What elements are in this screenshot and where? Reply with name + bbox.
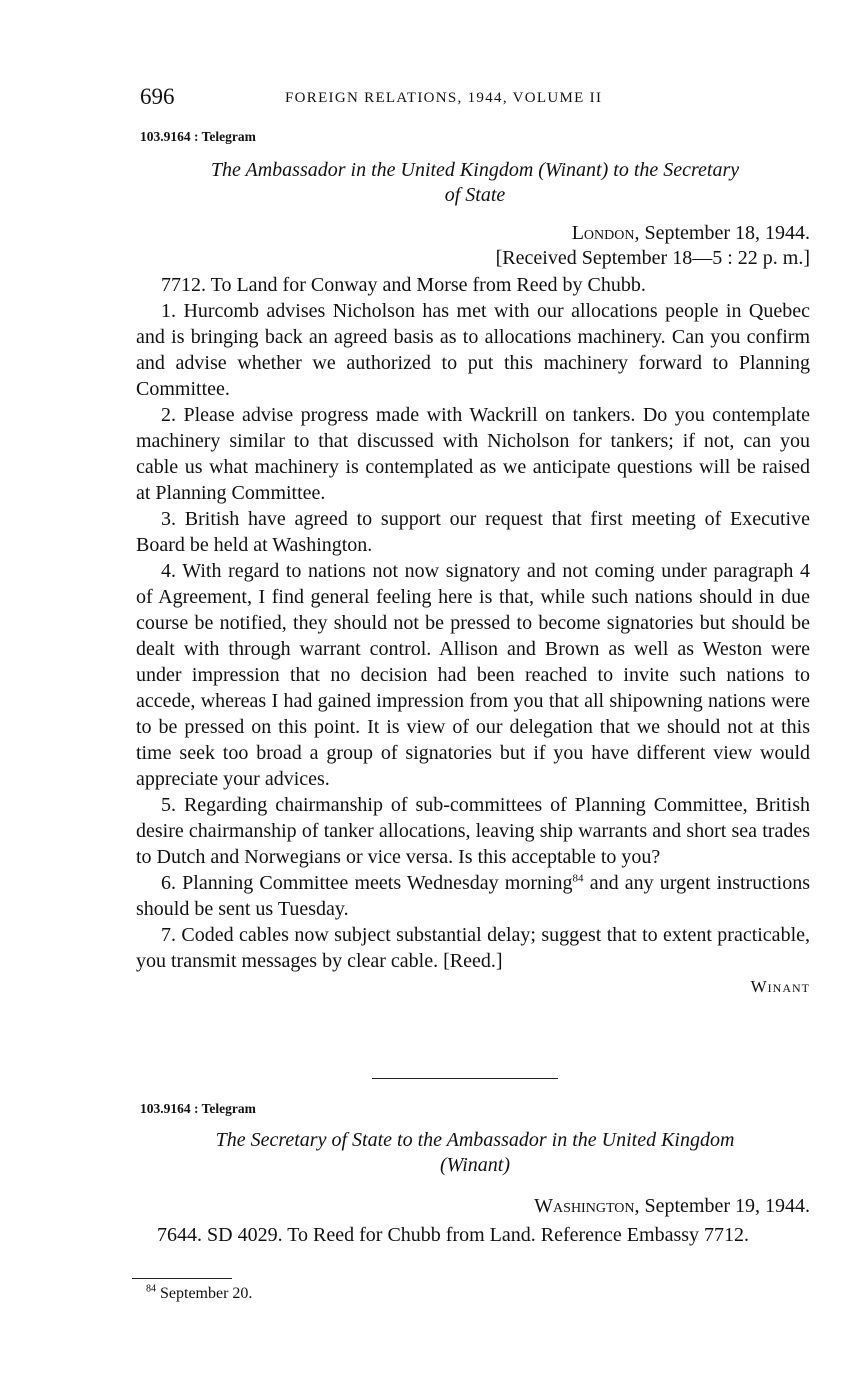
document-title-1-line-1: The Ambassador in the United Kingdom (Winant) to the Secretary xyxy=(210,159,740,181)
paragraph-6-text-b: and any urgent instructions should be sent us Tuesday. xyxy=(136,872,810,920)
place-1: London xyxy=(571,222,635,244)
paragraph-intro: 7712. To Land for Conway and Morse from Reed by Chubb. xyxy=(161,274,646,296)
running-title: FOREIGN RELATIONS, 1944, VOLUME II xyxy=(285,90,603,106)
footnote xyxy=(146,1285,252,1303)
paragraph-2: 2. Please advise progress made with Wackrill on tankers. Do you contemplate machinery similar to that discussed with Nicholson for tankers; if not, can you cable us what machinery is contemplated as we anticipate questions will be raised at Planning Committee. xyxy=(136,404,810,504)
place-date-2 xyxy=(534,1195,810,1218)
paragraph-1: 1. Hurcomb advises Nicholson has met with our allocations people in Quebec and is bringing back an agreed basis as to allocations machinery. Can you confirm and advise whether we authorized to put this machinery forward to Planning Committee. xyxy=(136,300,810,400)
running-head xyxy=(140,84,810,114)
telegram-body-1 xyxy=(136,272,810,1000)
document-title-2-line-1: The Secretary of State to the Ambassador in the United Kingdom xyxy=(215,1129,735,1151)
document-title-1 xyxy=(140,158,810,208)
page-number: 696 xyxy=(140,84,175,109)
place-date-1 xyxy=(572,222,810,245)
file-reference-1: 103.9164 : Telegram xyxy=(140,129,256,144)
paragraph-6 xyxy=(136,870,810,922)
date-1: , September 18, 1944. xyxy=(634,222,810,244)
footnote-mark: 84 xyxy=(146,1283,156,1295)
date-2: , September 19, 1944. xyxy=(634,1195,810,1217)
place-2: Washington xyxy=(534,1195,635,1217)
document-title-2 xyxy=(140,1128,810,1178)
telegram-body-2 xyxy=(132,1222,806,1248)
received-line: [Received September 18—5 : 22 p. m.] xyxy=(495,247,810,269)
footnote-rule xyxy=(132,1278,232,1279)
paragraph-6-text-a: 6. Planning Committee meets Wednesday morning xyxy=(161,872,573,894)
document-title-1-line-2: of State xyxy=(444,184,506,206)
document-title-2-line-2: (Winant) xyxy=(440,1154,510,1176)
paragraph-4: 4. With regard to nations not now signatory and not coming under paragraph 4 of Agreement, I find general feeling here is that, while such nations should in due course be notified, they should not be pressed to become signatories but should be dealt with through warrant control. Allison and Brown as well as Weston were under impression that no decision had been reached to invite such nations to accede, whereas I had gained impression from you that all shipowning nations were to be pressed on this point. It is view of our delegation that we should not at this time seek too broad a group of signatories but if you have different view would appreciate your advices. xyxy=(136,560,810,790)
paragraph-reply: 7644. SD 4029. To Reed for Chubb from Land. Reference Embassy 7712. xyxy=(157,1224,750,1246)
footnote-reference: 84 xyxy=(572,872,584,885)
signature: Winant xyxy=(750,977,810,996)
section-divider xyxy=(372,1078,558,1079)
paragraph-7: 7. Coded cables now subject substantial delay; suggest that to extent practicable, you transmit messages by clear cable. [Reed.] xyxy=(136,924,810,972)
footnote-text: September 20. xyxy=(156,1285,253,1302)
file-reference-2: 103.9164 : Telegram xyxy=(140,1101,256,1116)
paragraph-5: 5. Regarding chairmanship of sub-committees of Planning Committee, British desire chairmanship of tanker allocations, leaving ship warrants and short sea trades to Dutch and Norwegians or vice versa. Is this acceptable to you? xyxy=(136,794,810,868)
paragraph-3: 3. British have agreed to support our request that first meeting of Executive Board be held at Washington. xyxy=(136,508,810,556)
